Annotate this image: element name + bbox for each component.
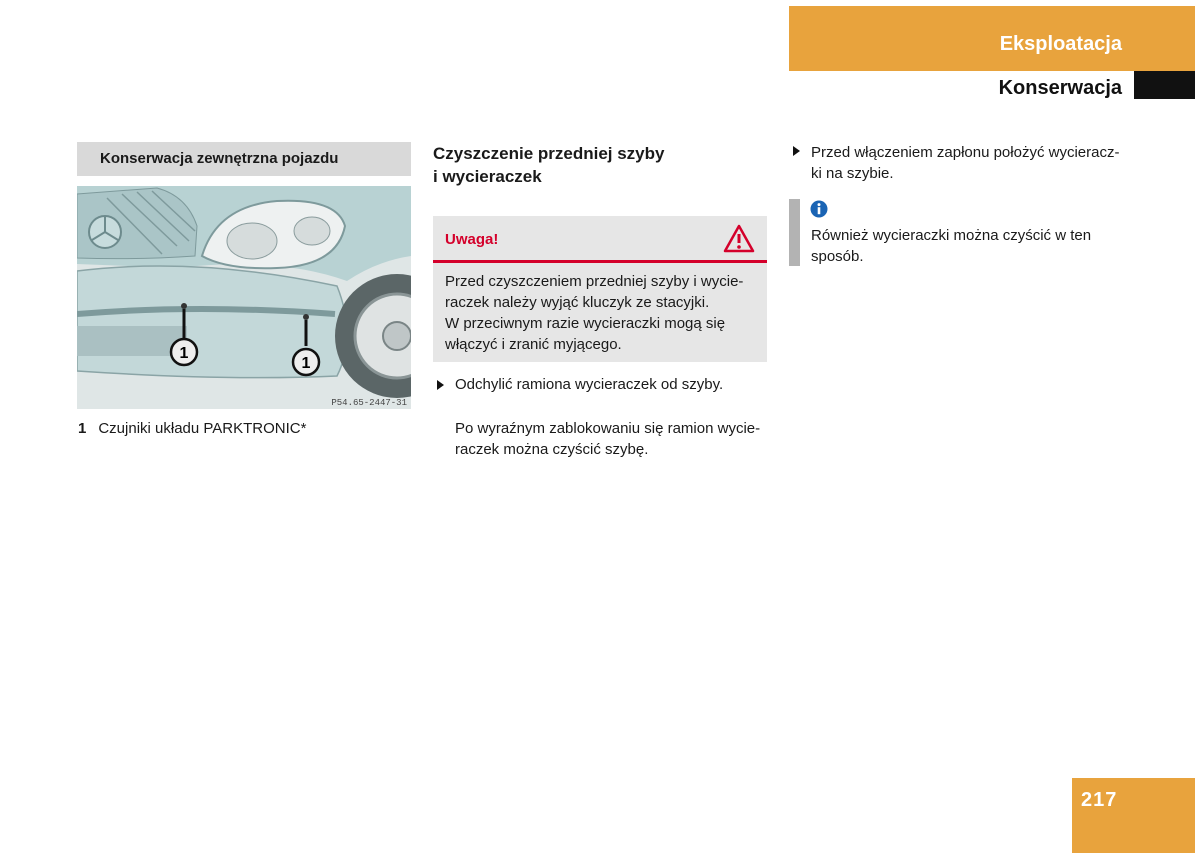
exterior-care-title: Konserwacja zewnętrzna pojazdu [100, 150, 339, 167]
section-title: Konserwacja [998, 77, 1122, 99]
page-number: 217 [1081, 789, 1118, 811]
chapter-title: Eksploatacja [999, 33, 1122, 55]
warning-triangle-icon [723, 224, 755, 254]
figure-legend [78, 420, 306, 437]
info-text: Również wycieraczki można czyścić w ten sposób. [811, 227, 1092, 265]
section-marker [1134, 71, 1195, 99]
step-bullet-icon [793, 146, 800, 156]
step-bullet-icon [437, 380, 444, 390]
legend-number: 1 [78, 420, 87, 437]
info-icon [810, 200, 828, 218]
step-lower-wipers: Przed włączeniem zapłonu położyć wycieracz- ki na szybie. [811, 144, 1120, 182]
chapter-banner [789, 6, 1195, 71]
bumper-sensors-figure [77, 186, 411, 409]
callout-label: 1 [301, 355, 311, 372]
warning-divider [433, 260, 767, 263]
figure-code: P54.65-2447-31 [331, 398, 407, 408]
callout-label: 1 [179, 345, 189, 362]
info-bar [789, 199, 800, 266]
step-fold-wipers: Odchylić ramiona wycieraczek od szyby. [455, 376, 724, 393]
warning-text: Przed czyszczeniem przedniej szyby i wycie- raczek należy wyjąć kluczyk ze stacyjki. W przeciwnym razie wycieraczki mogą się włączyć i zranić myjącego. [445, 273, 744, 353]
wiper-cleaning-heading: Czyszczenie przedniej szyby i wycieraczek [433, 144, 665, 186]
warning-title: Uwaga! [445, 231, 499, 248]
legend-text: Czujniki układu PARKTRONIC* [98, 420, 307, 437]
step-fold-wipers-note: Po wyraźnym zablokowaniu się ramion wycie- raczek można czyścić szybę. [455, 420, 761, 458]
